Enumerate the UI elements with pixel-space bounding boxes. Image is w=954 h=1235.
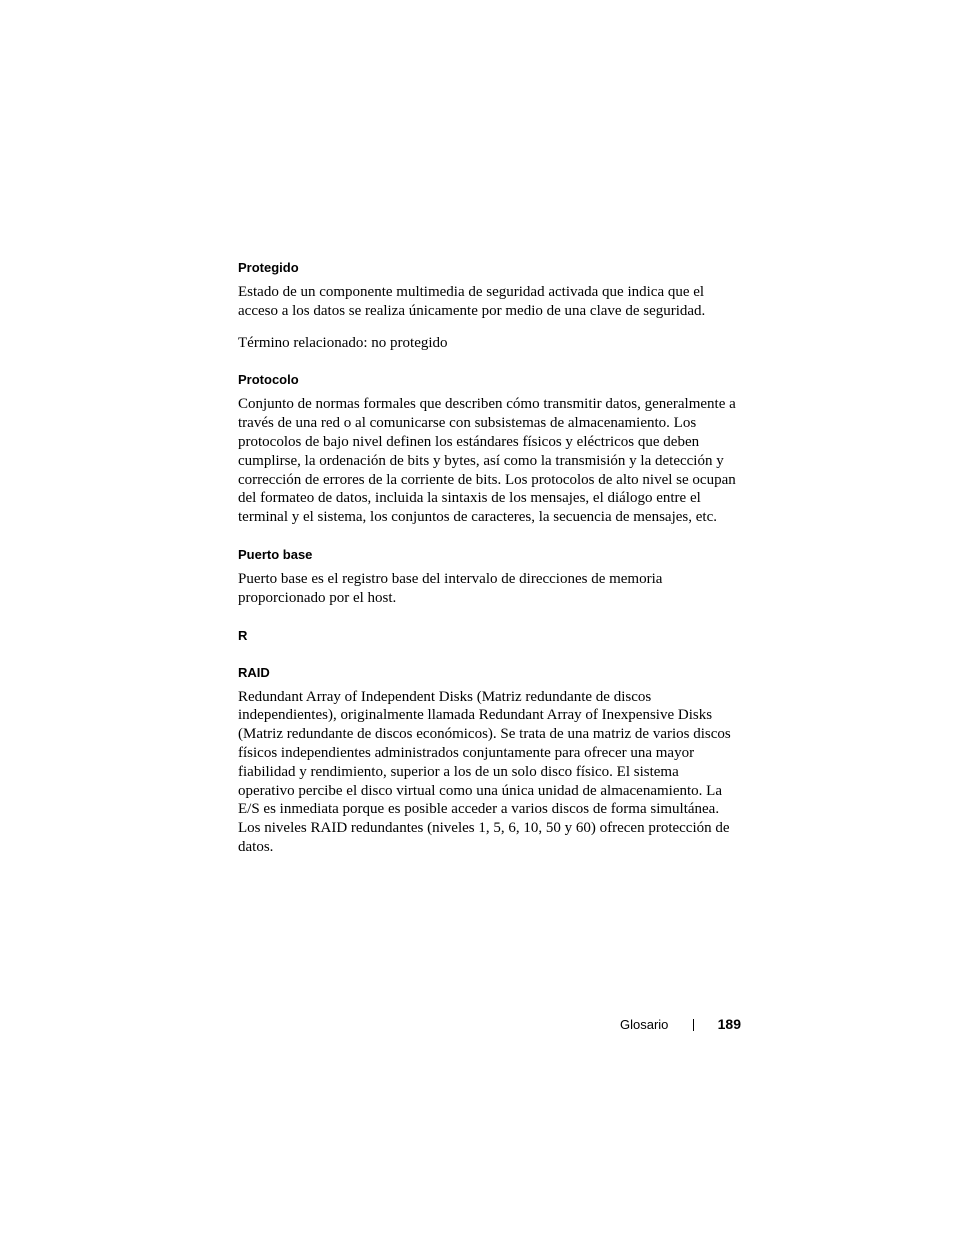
definition-protegido: Estado de un componente multimedia de seguridad activada que indica que el acceso a los datos se realiza únicamente por medio de una clave de seguridad. xyxy=(238,284,706,319)
page-footer xyxy=(600,1015,741,1035)
related-term-protegido: Término relacionado: no protegido xyxy=(238,334,448,351)
footer-separator xyxy=(693,1019,694,1031)
term-protegido: Protegido xyxy=(238,260,299,275)
definition-puerto-base: Puerto base es el registro base del intervalo de direcciones de memoria proporcionado por el host. xyxy=(238,570,663,606)
term-puerto-base: Puerto base xyxy=(238,546,313,562)
term-protocolo: Protocolo xyxy=(238,372,299,388)
definition-raid: Redundant Array of Independent Disks (Matriz redundante de discos independientes), originalmente llamada Redundant Array of Inexpensive Disks (Matriz redundante de discos económicos). Se trata de una matriz de varios discos físicos independientes administrados conjuntamente para ofrecer una mayor fiabilidad y rendimiento, superior a los de un solo disco físico. El sistema operativo percibe el disco virtual como una única unidad de almacenamiento. La E/S es inmediata porque es posible acceder a varios discos de forma simultánea. Los niveles RAID redundantes (niveles 1, 5, 6, 10, 50 y 60) ofrecen protección de datos. xyxy=(238,688,731,855)
section-letter-r: R xyxy=(238,627,248,643)
definition-protocolo: Conjunto de normas formales que describen cómo transmitir datos, generalmente a través de una red o al comunicarse con subsistemas de almacenamiento. Los protocolos de bajo nivel definen los estándares físicos y eléctricos que deben cumplirse, la ordenación de bits y bytes, así como la transmisión y la detección y corrección de errores de la corriente de bits. Los protocolos de alto nivel se ocupan del formateo de datos, incluida la sintaxis de los mensajes, el diálogo entre el terminal y el sistema, los conjuntos de caracteres, la secuencia de mensajes, etc. xyxy=(238,396,736,526)
page-number: 189 xyxy=(717,1016,741,1032)
footer-section-title: Glosario xyxy=(620,1017,669,1032)
glossary-page xyxy=(238,258,738,857)
term-raid: RAID xyxy=(238,664,270,680)
